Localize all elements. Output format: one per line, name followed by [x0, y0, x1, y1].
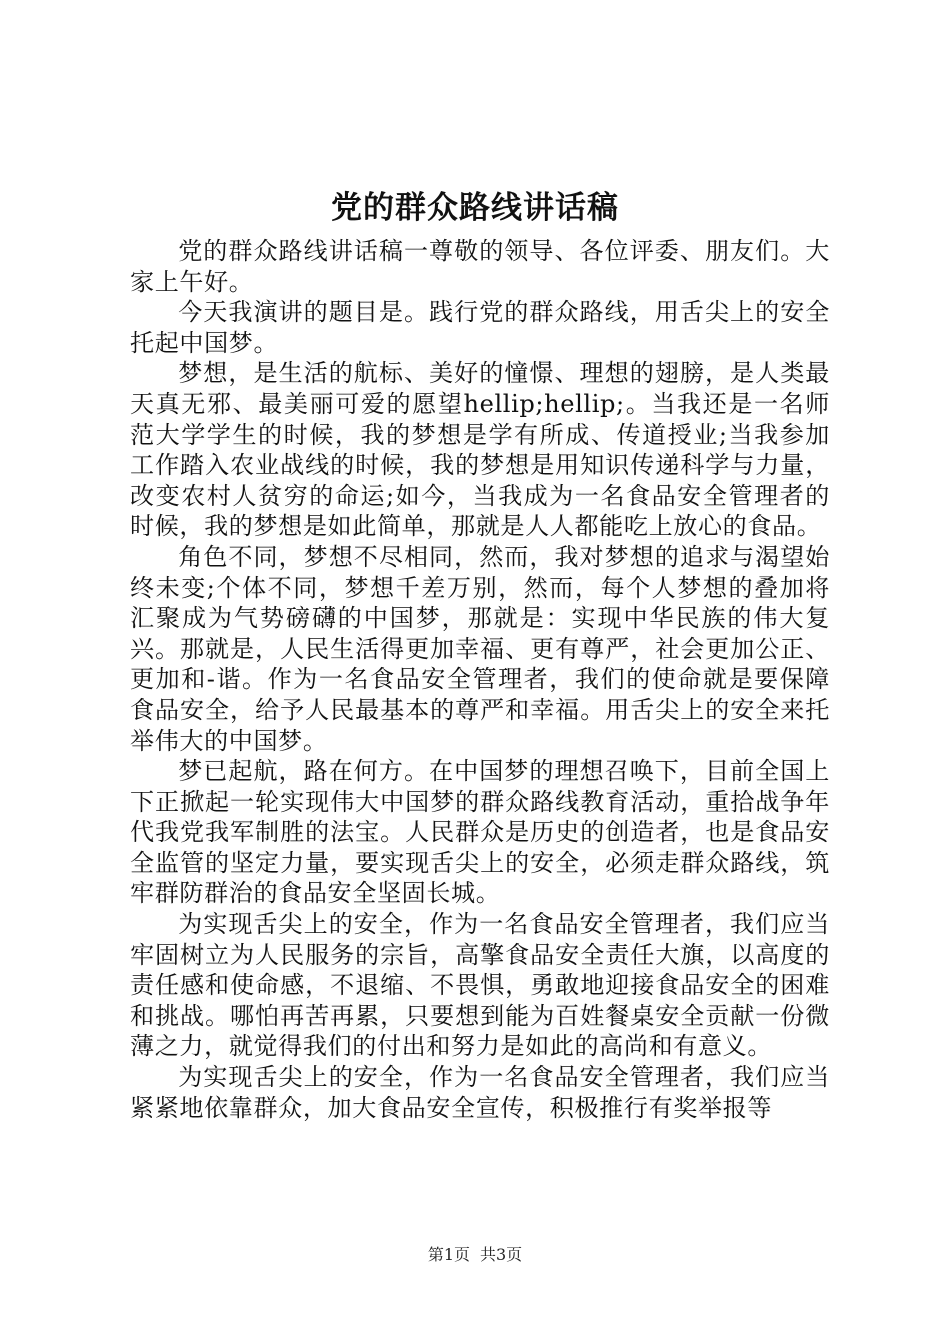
paragraph: 梦想，是生活的航标、美好的憧憬、理想的翅膀，是人类最天真无邪、最美丽可爱的愿望hellip;hellip;。当我还是一名师范大学学生的时候，我的梦想是学有所成、传道授业;当我参加工作踏入农业战线的时候，我的梦想是用知识传递科学与力量，改变农村人贫穷的命运;如今，当我成为一名食品安全管理者的时候，我的梦想是如此简单，那就是人人都能吃上放心的食品。	[130, 359, 830, 541]
document-title: 党的群众路线讲话稿	[331, 190, 619, 226]
paragraph: 为实现舌尖上的安全，作为一名食品安全管理者，我们应当牢固树立为人民服务的宗旨，高擎食品安全责任大旗，以高度的责任感和使命感，不退缩、不畏惧，勇敢地迎接食品安全的困难和挑战。哪怕再苦再累，只要想到能为百姓餐桌安全贡献一份微薄之力，就觉得我们的付出和努力是如此的高尚和有意义。	[130, 910, 830, 1061]
paragraph: 党的群众路线讲话稿一尊敬的领导、各位评委、朋友们。大家上午好。	[130, 237, 830, 296]
paragraph: 今天我演讲的题目是。践行党的群众路线，用舌尖上的安全托起中国梦。	[130, 298, 830, 357]
paragraph: 为实现舌尖上的安全，作为一名食品安全管理者，我们应当紧紧地依靠群众，加大食品安全宣传，积极推行有奖举报等	[130, 1063, 830, 1122]
paragraph: 梦已起航，路在何方。在中国梦的理想召唤下，目前全国上下正掀起一轮实现伟大中国梦的群众路线教育活动，重拾战争年代我党我军制胜的法宝。人民群众是历史的创造者，也是食品安全监管的坚定力量，要实现舌尖上的安全，必须走群众路线，筑牢群防群治的食品安全坚固长城。	[130, 757, 830, 908]
page-total: 共3页	[480, 1245, 523, 1264]
page-footer	[0, 1244, 950, 1266]
document-body	[130, 236, 830, 1123]
page-number: 第1页	[427, 1245, 470, 1264]
paragraph: 角色不同，梦想不尽相同，然而，我对梦想的追求与渴望始终未变;个体不同，梦想千差万别，然而，每个人梦想的叠加将汇聚成为气势磅礴的中国梦，那就是：实现中华民族的伟大复兴。那就是，人民生活得更加幸福、更有尊严，社会更加公正、更加和-谐。作为一名食品安全管理者，我们的使命就是要保障食品安全，给予人民最基本的尊严和幸福。用舌尖上的安全来托举伟大的中国梦。	[130, 542, 830, 755]
